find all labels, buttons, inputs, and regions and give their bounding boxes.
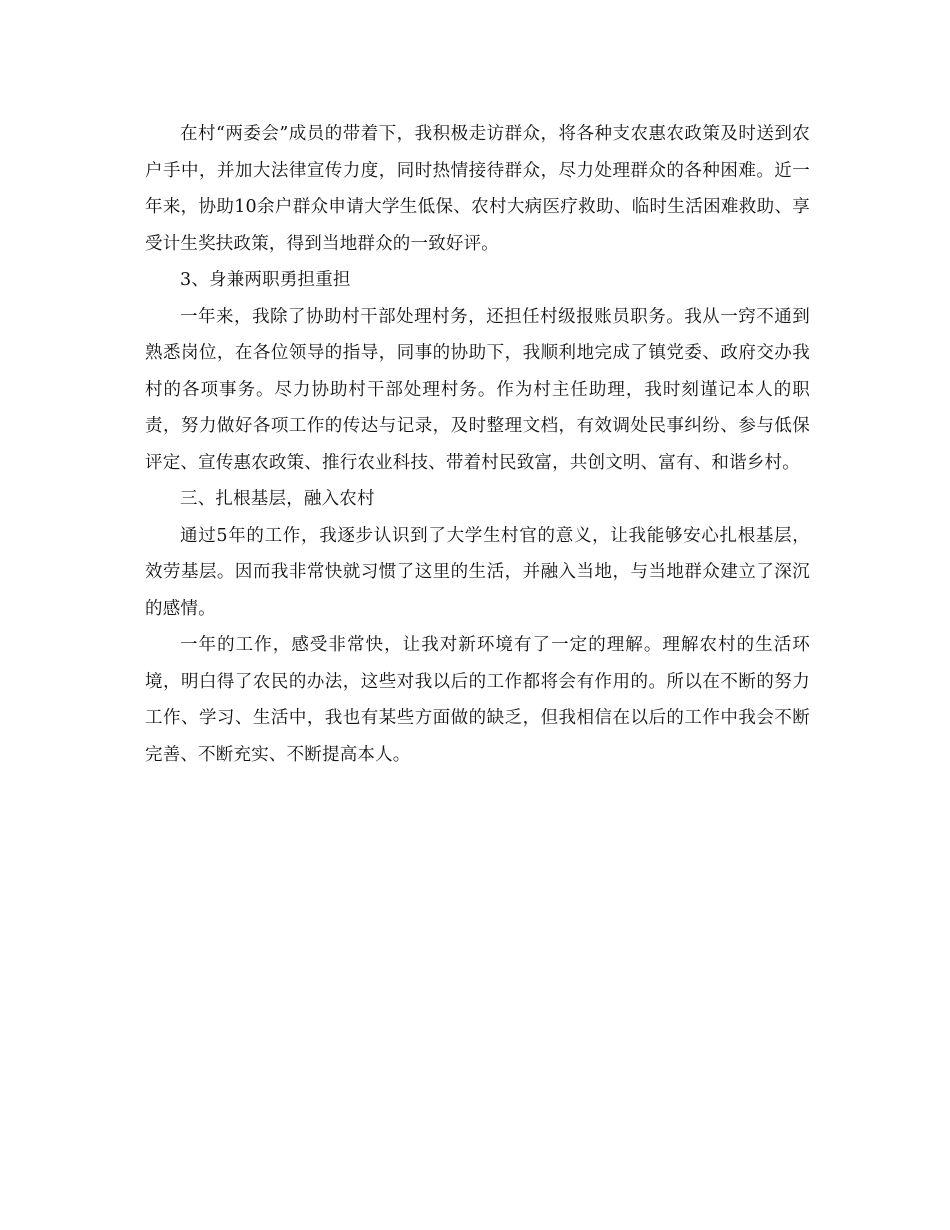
section-heading-dual-roles: 3、身兼两职勇担重担 bbox=[180, 270, 351, 290]
paragraph-reflection: 一年的工作，感受非常快，让我对新环境有了一定的理解。理解农村的生活环境，明白得了农民的办法，这些对我以后的工作都将会有作用的。所以在不断的努力工作、学习、生活中，我也有某些方面做的缺乏，但我相信在以后的工作中我会不断完善、不断充实、不断提高本人。 bbox=[145, 635, 810, 765]
document-body bbox=[145, 116, 810, 773]
paragraph-grassroots: 通过5年的工作，我逐步认识到了大学生村官的意义，让我能够安心扎根基层，效劳基层。因而我非常快就习惯了这里的生活，并融入当地，与当地群众建立了深沉的感情。 bbox=[145, 525, 810, 619]
paragraph-dual-roles: 一年来，我除了协助村干部处理村务，还担任村级报账员职务。我从一窍不通到熟悉岗位，在各位领导的指导，同事的协助下，我顺利地完成了镇党委、政府交办我村的各项事务。尽力协助村干部处理村务。作为村主任助理，我时刻谨记本人的职责，努力做好各项工作的传达与记录，及时整理文档，有效调处民事纠纷、参与低保评定、宣传惠农政策、推行农业科技、带着村民致富，共创文明、富有、和谐乡村。 bbox=[145, 306, 810, 473]
paragraph-village-committee: 在村“两委会”成员的带着下，我积极走访群众，将各种支农惠农政策及时送到农户手中，并加大法律宣传力度，同时热情接待群众，尽力处理群众的各种困难。近一年来，协助10余户群众申请大学生低保、农村大病医疗救助、临时生活困难救助、享受计生奖扶政策，得到当地群众的一致好评。 bbox=[145, 124, 810, 254]
section-heading-grassroots: 三、扎根基层，融入农村 bbox=[180, 489, 375, 509]
